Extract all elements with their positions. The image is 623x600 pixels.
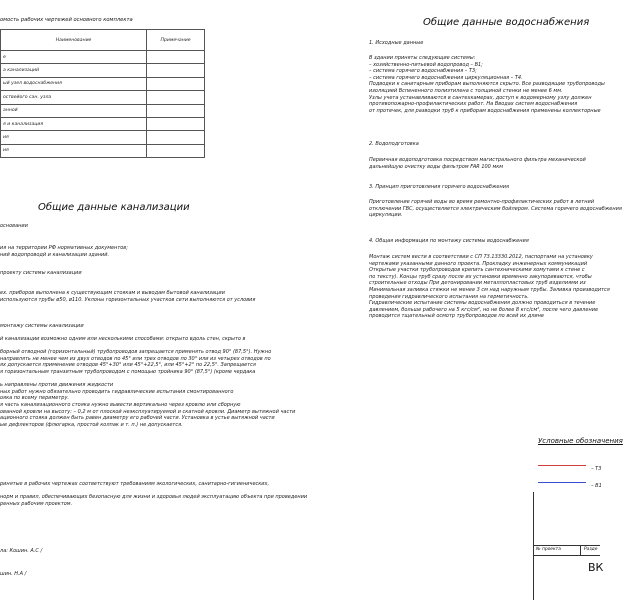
text-line: ринятые в рабочих чертежах соответствуют требованиям экологических, санитарно-гигиенических, <box>0 481 270 487</box>
drawings-table <box>0 29 205 158</box>
text-line: – система горячего водоснабжения циркуляционная – Т4. <box>369 74 523 81</box>
text-line <box>0 343 295 350</box>
text-line: ованной кровли на высоту: – 0,2 м от плоской неэксплуатируемой и скатной кровли. Диаметр вытяжной части <box>0 408 296 415</box>
text-line: проводится тщательный осмотр трубопроводов по всей их длине <box>369 313 544 320</box>
water-section-3-title: 3. Принцип приготовления горячего водоснабжения <box>369 184 509 190</box>
legend-title: Условные обозначения <box>538 437 623 445</box>
title-block-project-no: № проекта <box>536 547 561 552</box>
text-line: норм и правил, обеспечивающих безопасную для жизни и здоровья людей эксплуатацию объекта при проведении <box>0 494 308 501</box>
text-line: Первичная водоподготовка посредством магистрального фильтра механической <box>369 157 586 163</box>
table-cell-note <box>147 104 205 117</box>
text-line: чертежами указанными данного проекта. Прокладку инженерных коммуникаций <box>369 260 588 267</box>
table-cell-note <box>147 131 205 144</box>
text-line: я часть канализационного стояка нужно вывести вертикально через кровлю или сборную <box>0 401 241 408</box>
text-line: ационного стояка должен быть равен диаметру его рабочей части. Установка в устье вытяжной части <box>0 415 275 422</box>
water-section-4-title: 4. Общая информация по монтажу системы водоснабжения <box>369 238 529 244</box>
sewer-section-1-text <box>0 245 128 258</box>
text-line <box>0 488 307 495</box>
table-cell-note <box>147 91 205 104</box>
text-line: проведения гидравлического испытания на герметичность. <box>369 293 529 300</box>
text-line: – хозяйственно-питьевой водопровод – В1; <box>369 61 483 68</box>
text-line: Гидравлические испытание системы водоснабжения должно проводиться в течение <box>369 300 596 307</box>
text-line: ренных рабочим проектом. <box>0 500 73 507</box>
table-title: омость рабочих чертежей основного комплекта <box>0 17 133 23</box>
title-block-border-left <box>533 492 534 600</box>
table-cell-note <box>147 64 205 77</box>
water-section-2-title: 2. Водоподготовка <box>369 141 419 147</box>
table-cell-note <box>147 77 205 90</box>
water-section-3-text <box>369 199 622 219</box>
sewer-section-3-text <box>0 336 295 428</box>
text-line: ях допускается применение отводов 45°+30° или 45°+22,5°, или 45°+2° по 22,5°. Запрещается <box>0 362 256 369</box>
text-line: борный отводной (горизонтальный) трубопроводов запрещается применять отвод 90° (87,5°). Нужно <box>0 349 272 356</box>
table-cell-name: ия <box>1 131 147 144</box>
water-section-1-title: 1. Исходные данные <box>369 40 424 46</box>
water-section-1-text <box>369 55 605 114</box>
column-header-note: Примечание <box>147 30 205 51</box>
signature-1: ла: Кошин. А.С / <box>0 548 43 554</box>
legend-label-t3: – Т3 <box>591 466 602 472</box>
text-line: Монтаж систем вести в соответствии с СП 73.13330.2012, паспортами на установку <box>369 254 593 260</box>
text-line: й канализации возможно одним или несколькими способами: открыто вдоль стен, скрыто в <box>0 336 246 342</box>
text-line <box>0 376 295 383</box>
title-block-code: ВК <box>588 561 604 574</box>
text-line: я горизонтальным транзитным трубопроводом с помощью тройника 90° (87,5°) (кроме чердака <box>0 368 256 375</box>
text-line: Открытые участки трубопроводов крепить сантехническими хомутами к стене с <box>369 267 585 274</box>
text-line: ые дефлекторов (флюгарка, простой колпак и т. п.) не допускается. <box>0 421 183 428</box>
table-row <box>1 77 205 90</box>
text-line: изоляцией Вспененного полиэтилена с толщиной стенки не менее 6 мм. <box>369 87 563 94</box>
table-cell-name: анной <box>1 104 147 117</box>
text-line: направлять не менее чем из двух отводов по 45° или трех отводов по 30° или из четырех отводов по <box>0 355 271 362</box>
table-row <box>1 91 205 104</box>
table-cell-note <box>147 144 205 157</box>
text-line: В здании приняты следующие системы: <box>369 55 476 61</box>
text-line: Подводки к санитарным приборам выполняются скрыто. Все разводящие трубопроводы <box>369 81 605 88</box>
title-block-section: Разде <box>584 547 598 552</box>
text-line: Узлы учета устанавливаются в сантехкамерах, доступ к водомерному узлу должен <box>369 94 592 101</box>
water-title: Общие данные водоснабжения <box>423 17 590 28</box>
text-line: отключении ГВС, осуществляется электрическим бойлером. Система горячего водоснабжения <box>369 205 622 212</box>
text-line: Минимальная заливка стяжки не менее 3 см над наружным трубы. Заливка производится <box>369 286 610 293</box>
table-row <box>1 131 205 144</box>
legend-label-b1: – В1 <box>591 483 602 489</box>
text-line: по тексту). Концы труб сразу после их установки временно закупориваются, чтобы <box>369 273 592 280</box>
text-line: от протечек, для разводки труб к приборам водоснабжения применены коллекторные <box>369 107 601 114</box>
text-line: используются трубы ø50, ø110. Уклоны горизонтальных участков сети выполняются от условия <box>0 296 256 303</box>
table-row <box>1 104 205 117</box>
legend-line-t3 <box>538 465 586 466</box>
sewer-section-3-title: монтажу системы канализации <box>0 323 84 329</box>
legend-item-b1 <box>538 472 602 491</box>
text-line: циркуляции. <box>369 212 403 219</box>
table-row <box>1 117 205 130</box>
text-line: ь направлены против движения жидкости <box>0 382 114 389</box>
text-line: противопожарно-профилактических работ. На Вводах систем водоснабжения <box>369 101 578 108</box>
text-line: давлением, больше рабочего на 5 кгс/см², но не более 8 кгс/см², после чего давление <box>369 306 599 313</box>
column-header-name: Наименование <box>1 30 147 51</box>
title-block-divider <box>533 555 600 556</box>
text-line: ояка по всему периметру. <box>0 395 70 402</box>
table-row <box>1 144 205 157</box>
water-section-2-text <box>369 157 586 170</box>
sewer-section-2-title: проекту системы канализации <box>0 270 82 276</box>
text-line: ия на территории РФ нормативных документов; <box>0 245 128 251</box>
table-cell-name: ия <box>1 144 147 157</box>
table-cell-name: а канализаций <box>1 64 147 77</box>
text-line: ех. приборов выполнена к существующим стоякам и выводам бытовой канализации <box>0 290 225 296</box>
text-line: ных работ нужно обязательно проводить гидравлические испытания смонтированного <box>0 388 234 395</box>
sewer-section-2-text <box>0 290 255 303</box>
table-cell-name: я и канализация <box>1 117 147 130</box>
table-cell-name: ый узел водоснабжения <box>1 77 147 90</box>
title-block-divider <box>580 545 581 555</box>
table-row <box>1 51 205 64</box>
text-line: строительные отходы При детонировании металлопластовых труб изделиями из <box>369 280 586 287</box>
text-line: – система горячего водоснабжения – Т3; <box>369 68 477 75</box>
table-cell-name: е <box>1 51 147 64</box>
text-line: ний водопроводй и канализации зданий. <box>0 251 110 258</box>
table-cell-note <box>147 117 205 130</box>
sewer-section-1-title: основании <box>0 223 28 229</box>
table-header-row <box>1 30 205 51</box>
water-section-4-text <box>369 254 610 320</box>
legend-line-b1 <box>538 482 586 483</box>
signature-2: шин. Н.А / <box>0 571 27 577</box>
sewer-title: Общие данные канализации <box>38 202 190 213</box>
text-line: Приготовление горячей воды во время ремонтно-профилактических работ в летний <box>369 199 594 205</box>
sewer-section-4-text <box>0 481 307 507</box>
table-cell-name: оствейого сан. узла <box>1 91 147 104</box>
table-row <box>1 64 205 77</box>
table-cell-note <box>147 51 205 64</box>
text-line: дальнейшую очистку воды фильтром FAR 100 мкм <box>369 163 504 170</box>
title-block-divider <box>533 545 600 546</box>
